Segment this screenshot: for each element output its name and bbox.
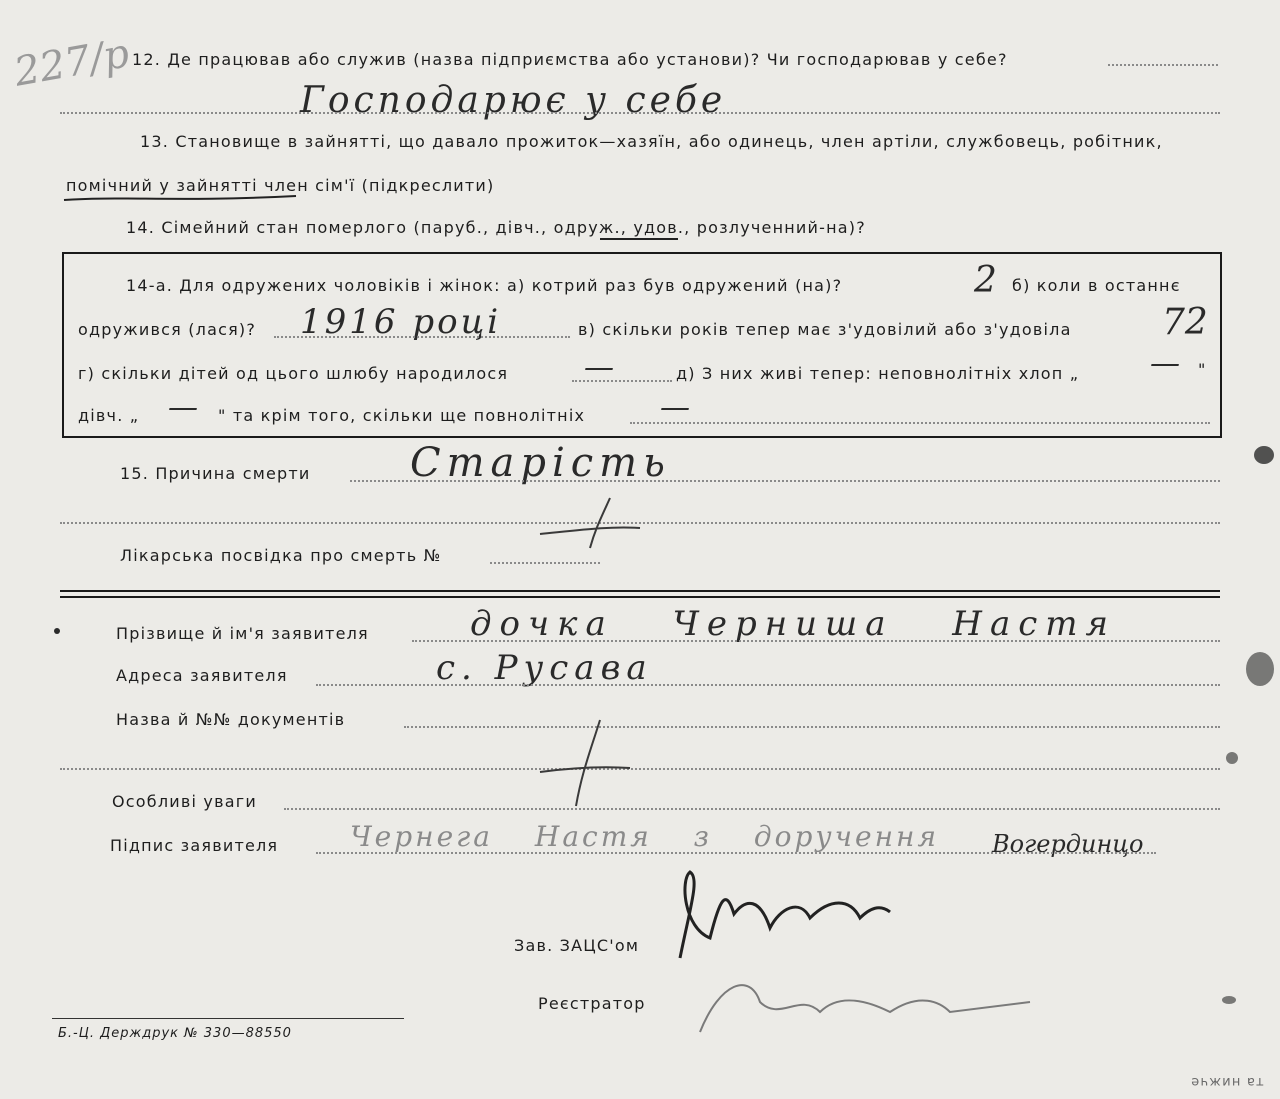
q12-label: 12. Де працював або служив (назва підприємства або установи)? Чи господарював у себе? xyxy=(132,50,1008,69)
applicant-name-label: Прізвище й ім'я заявителя xyxy=(116,624,369,643)
applicant-notes-label: Особливі уваги xyxy=(112,792,257,811)
printer-imprint: Б.-Ц. Держдрук № 330—88550 xyxy=(58,1026,292,1041)
q12-line xyxy=(1108,64,1218,66)
ink-stain xyxy=(1222,996,1236,1004)
medical-line xyxy=(490,562,600,564)
q14a-box xyxy=(62,252,1222,438)
strike-mark-1 xyxy=(500,490,650,560)
q14-underline-married xyxy=(600,238,678,240)
q14a-answer-b: 1916 році xyxy=(300,302,502,342)
q14a-answer-d: — xyxy=(584,350,614,385)
q13-label: 13. Становище в зайнятті, що давало прожиток—хазяїн, або одинець, член артіли, службовець, робітник, xyxy=(140,132,1163,151)
q13-label-cont: помічний у зайнятті член сім'ї (підкреслити) xyxy=(66,176,495,195)
applicant-docs-label: Назва й №№ документів xyxy=(116,710,346,729)
applicant-notes-line xyxy=(284,808,1220,810)
q14a-answer-adults: — xyxy=(660,390,690,425)
q14a-answer-d-line xyxy=(572,380,672,382)
applicant-address-label: Адреса заявителя xyxy=(116,666,288,685)
head-label: Зав. ЗАЦС'ом xyxy=(514,936,640,955)
q13-underline-mark xyxy=(60,190,300,206)
applicant-sign-line xyxy=(316,852,1156,854)
applicant-sign-answer: Чернега Настя з доручення xyxy=(350,820,940,853)
q14a-adults-line xyxy=(630,422,1210,424)
q14a-line4-mid: " та крім того, скільки ще повнолітніх xyxy=(218,406,586,425)
q14-label: 14. Сімейний стан померлого (паруб., дівч., одруж., удов., розлученний-на)? xyxy=(126,218,866,237)
strike-mark-2 xyxy=(520,712,640,812)
q12-answer-line xyxy=(60,112,1220,114)
applicant-address-line xyxy=(316,684,1220,686)
registrar-label: Реєстратор xyxy=(538,994,646,1013)
applicant-sign-extra: Вогердинцо xyxy=(992,830,1144,858)
q15-line xyxy=(350,480,1220,482)
q15-label: 15. Причина смерти xyxy=(120,464,311,483)
q14a-line2-start: одружився (лася)? xyxy=(78,320,257,339)
margin-note: 227/р xyxy=(10,30,133,96)
q14a-answer-c: 72 xyxy=(1162,302,1208,343)
q14a-line4-start: дівч. „ xyxy=(78,406,140,425)
applicant-name-line xyxy=(412,640,1220,642)
ink-stain xyxy=(1246,652,1274,686)
q14a-line1: 14-а. Для одружених чоловіків і жінок: а) котрий раз був одружений (на)? xyxy=(126,276,843,295)
q14a-answer-girls: — xyxy=(168,390,198,425)
applicant-docs-line-2 xyxy=(60,768,1220,770)
registrar-signature xyxy=(690,972,1040,1062)
head-signature xyxy=(660,868,900,978)
footer-rule xyxy=(52,1018,404,1019)
corner-mark: та нижче xyxy=(1190,1074,1264,1089)
q15-answer: Старість xyxy=(410,440,671,486)
section-divider-bottom xyxy=(60,596,1220,598)
applicant-address-answer: с. Русава xyxy=(436,648,653,688)
q14a-answer-boys: — xyxy=(1150,346,1180,381)
q14a-line3-start: г) скільки дітей од цього шлюбу народилося xyxy=(78,364,509,383)
ink-stain xyxy=(1226,752,1238,764)
q14a-line1-b: б) коли в останнє xyxy=(1012,276,1181,295)
applicant-name-answer: дочка Черниша Настя xyxy=(470,604,1117,644)
applicant-sign-label: Підпис заявителя xyxy=(110,836,279,855)
bullet-mark xyxy=(54,628,60,634)
ink-stain xyxy=(1254,446,1274,464)
q14a-answer-b-line xyxy=(274,336,570,338)
section-divider-top xyxy=(60,590,1220,592)
medical-label: Лікарська посвідка про смерть № xyxy=(120,546,442,565)
q14a-answer-a: 2 xyxy=(974,260,997,301)
q14a-line2-mid: в) скільки років тепер має з'удовілий або з'удовіла xyxy=(578,320,1072,339)
q14a-line3-end: " xyxy=(1198,360,1207,379)
q14a-line3-mid: д) З них живі тепер: неповнолітніх хлоп „ xyxy=(676,364,1080,383)
q12-answer: Господарює у себе xyxy=(300,80,727,121)
